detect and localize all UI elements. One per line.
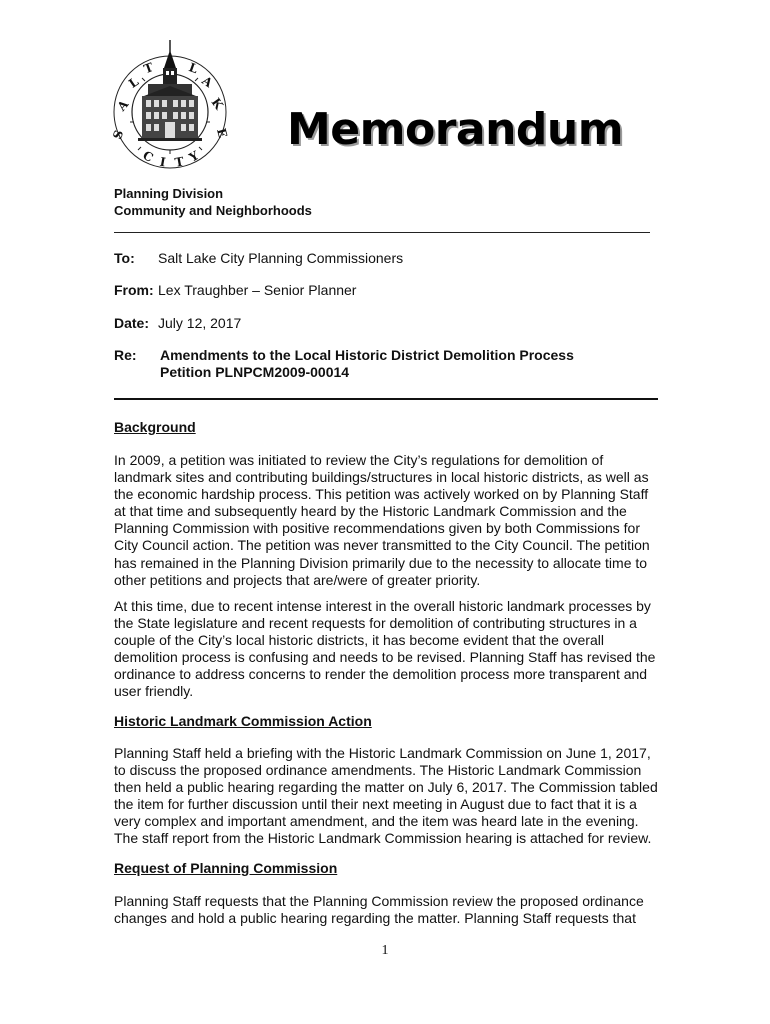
re-label: Re: [114, 347, 137, 363]
memo-re-row [114, 347, 574, 380]
salt-lake-city-seal-logo [108, 38, 232, 170]
memo-from-row [114, 282, 356, 299]
request-paragraph: Planning Staff requests that the Planning Commission review the proposed ordinance changes and hold a public hearing regarding the matter. Planning Staff requests that [114, 893, 644, 927]
re-subject-line2: Petition PLNPCM2009-00014 [160, 364, 350, 380]
svg-text:S: S [110, 128, 127, 142]
division-block [114, 185, 312, 219]
department-name: Community and Neighborhoods [114, 203, 312, 218]
background-paragraph-2: At this time, due to recent intense interest in the overall historic landmark processes by the State legislature and recent requests for demolition of contributing structures in a couple of the City’s local historic districts, it has become evident that the overall demolition process is confusing and needs to be revised. Planning Staff has revised the ordinance to address concerns to render the demolition process more transparent and user friendly. [114, 598, 656, 700]
division-name: Planning Division [114, 186, 224, 201]
re-subject-line1: Amendments to the Local Historic District Demolition Process [160, 347, 574, 363]
svg-text:I: I [158, 154, 167, 170]
memo-to-row [114, 250, 403, 267]
page-number: 1 [381, 943, 389, 958]
svg-text:K: K [208, 95, 227, 112]
header-divider [114, 232, 650, 233]
request-heading: Request of Planning Commission [114, 860, 338, 876]
svg-text:T: T [173, 154, 185, 170]
re-subject [160, 347, 574, 381]
from-label: From: [114, 282, 154, 298]
background-paragraph-1: In 2009, a petition was initiated to review the City’s regulations for demolition of landmark sites and contributing buildings/structures in local historic districts, as well as the economic hardship process. This petition was actively worked on by Planning Staff at that time and subsequently heard by the Historic Landmark Commission and the Planning Commission with positive recommendations given by both Commissions for City Council action. The petition was never transmitted to the City Council. The petition has remained in the Planning Division primarily due to the necessity to allocate time to other petitions and projects that are/were of greater priority. [114, 452, 650, 588]
svg-text:T: T [142, 60, 156, 77]
svg-text:L: L [126, 74, 142, 91]
to-label: To: [114, 250, 135, 266]
memo-header-bottom-rule [114, 398, 658, 400]
svg-text:E: E [213, 126, 230, 140]
svg-text:A: A [114, 97, 132, 114]
date-label: Date: [114, 315, 150, 331]
hlc-action-heading: Historic Landmark Commission Action [114, 713, 372, 729]
svg-text:L: L [187, 60, 200, 77]
svg-text:C: C [140, 148, 156, 165]
date-value: July 12, 2017 [158, 315, 242, 331]
to-value: Salt Lake City Planning Commissioners [158, 250, 404, 266]
background-heading: Background [114, 419, 196, 435]
svg-text:Y: Y [186, 148, 202, 165]
memorandum-title: Memorandum [287, 104, 624, 155]
hlc-action-paragraph: Planning Staff held a briefing with the Historic Landmark Commission on June 1, 2017, to discuss the proposed ordinance amendments. The Historic Landmark Commission then held a public hearing regarding the matter on July 6, 2017. The Commission tabled the item for further discussion until their next meeting in August due to fact that it is a very complex and important amendment, and the item was heard late in the evening. The staff report from the Historic Landmark Commission hearing is attached for review. [114, 745, 658, 847]
memo-date-row [114, 315, 241, 332]
svg-text:A: A [199, 73, 216, 91]
from-value: Lex Traughber – Senior Planner [158, 282, 357, 298]
